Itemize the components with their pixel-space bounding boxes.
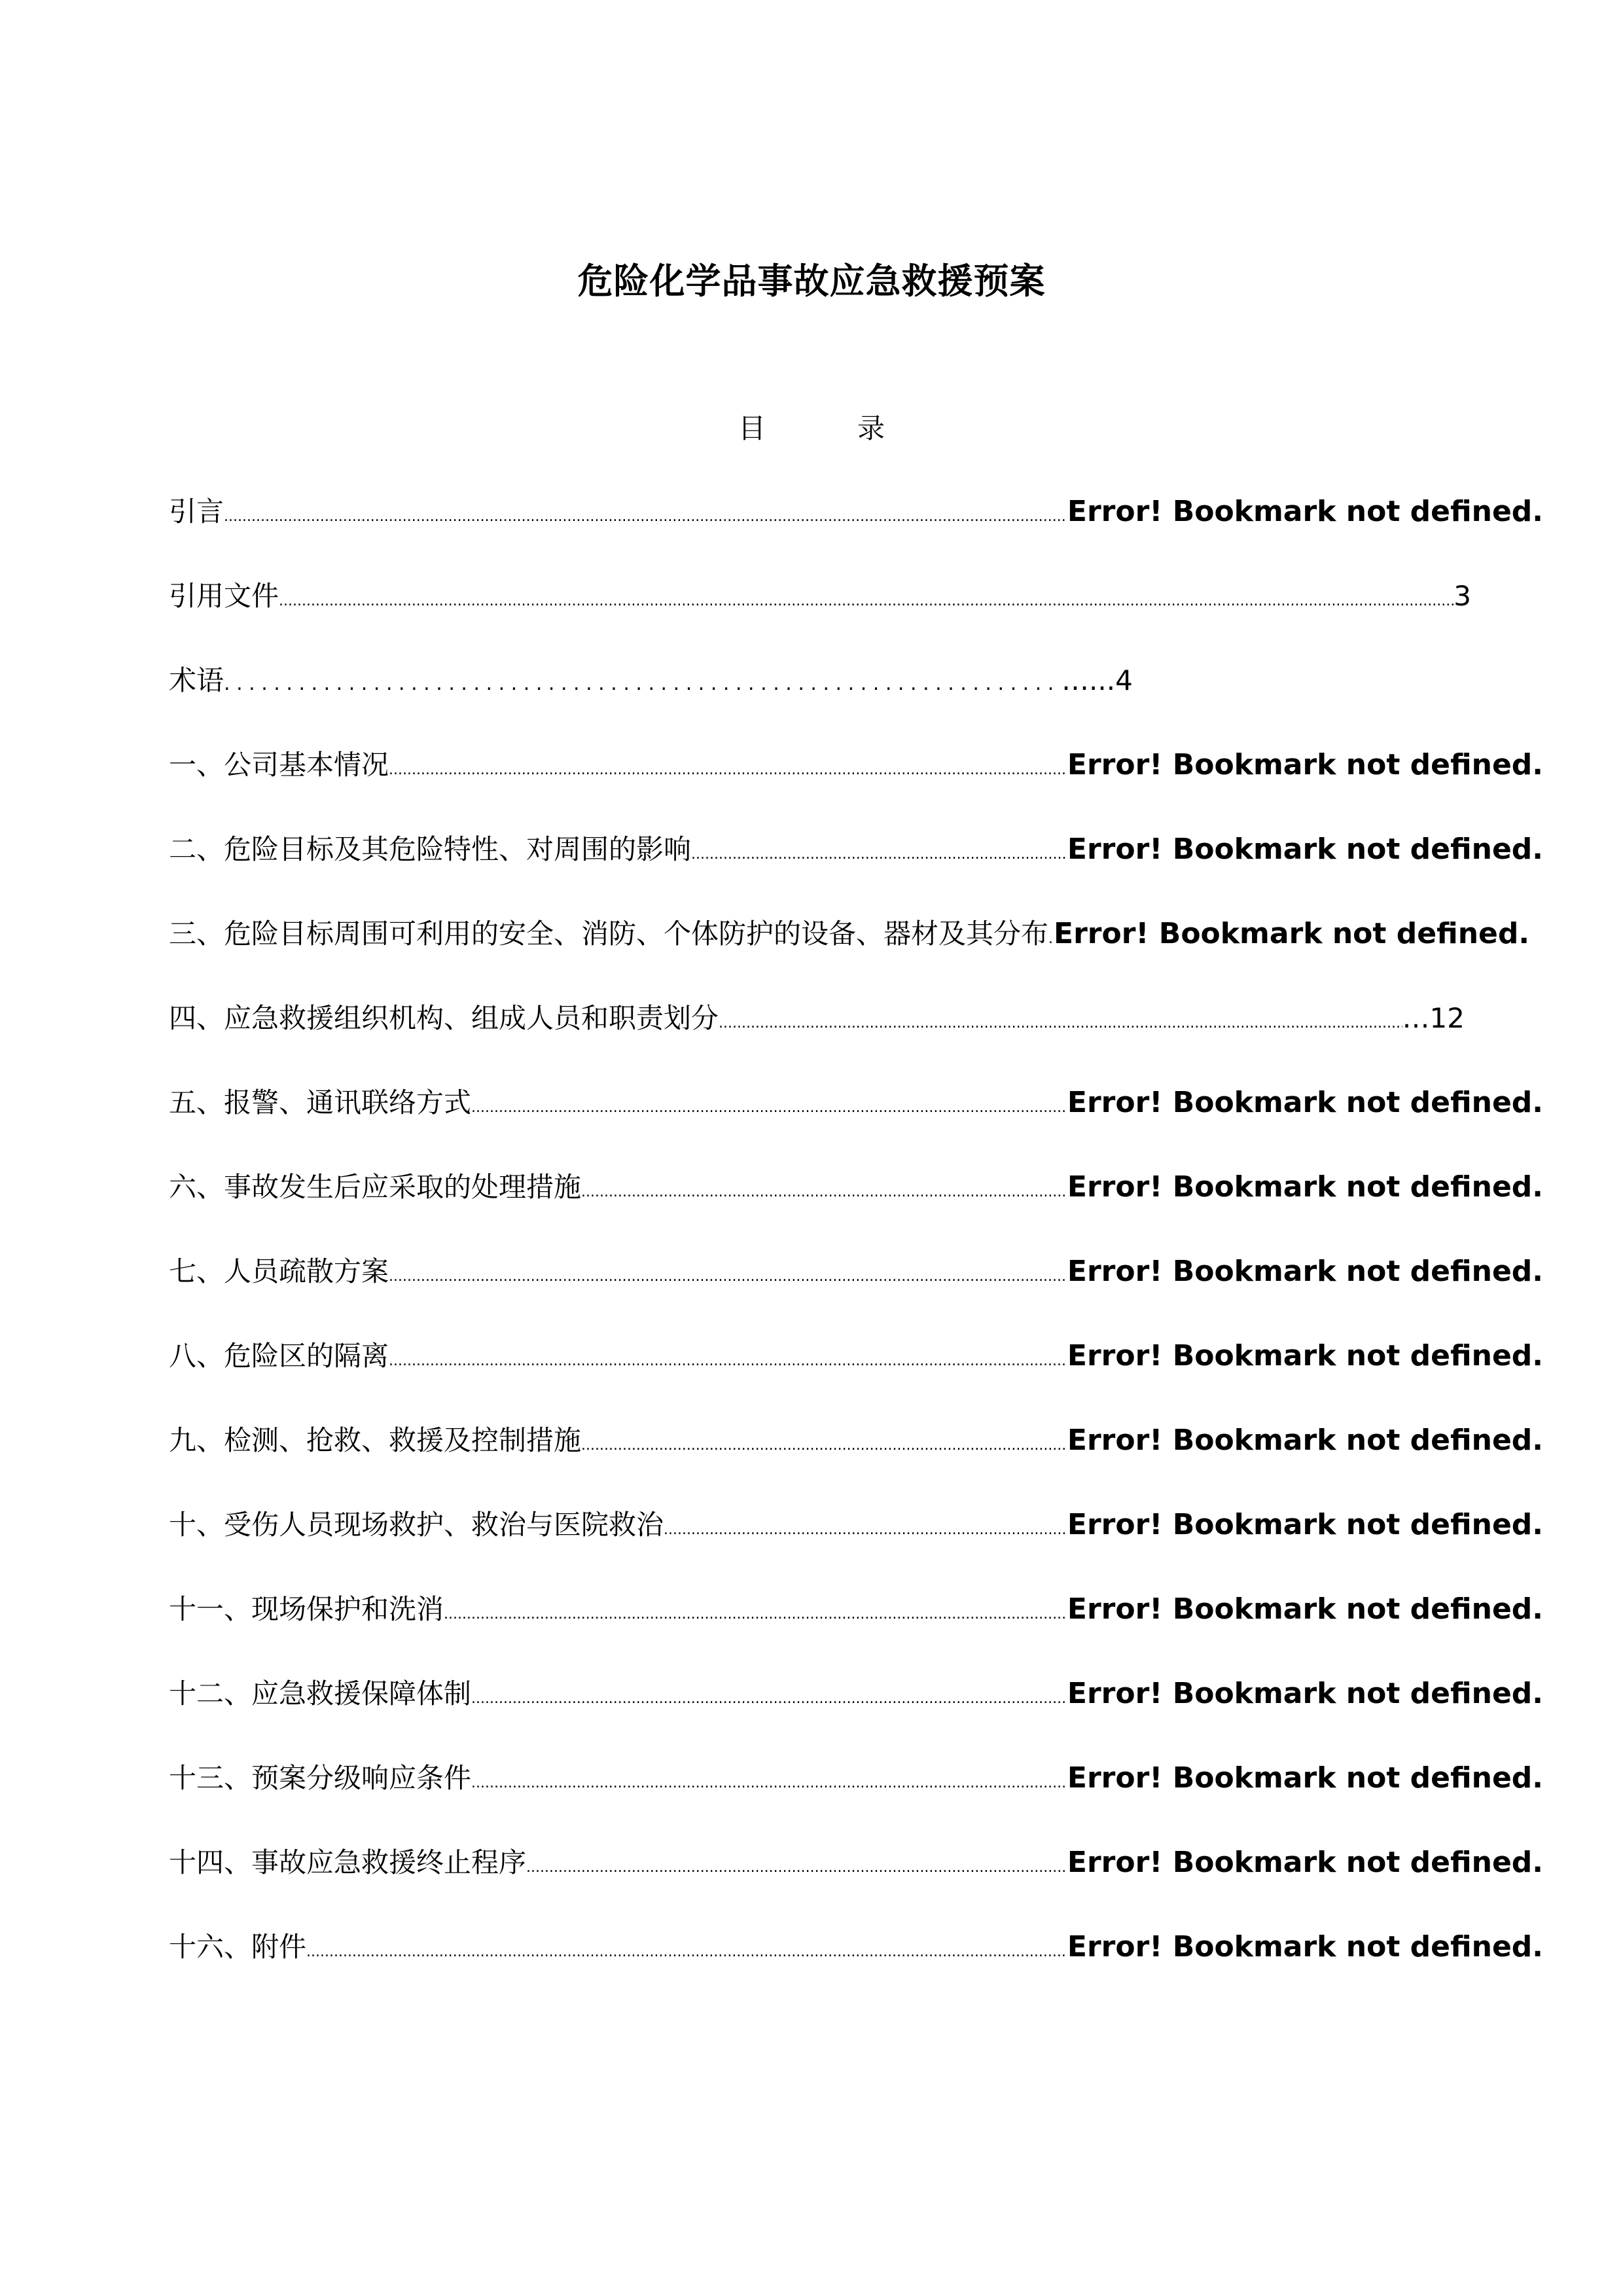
toc-entry-page: Error! Bookmark not defined. — [1067, 1761, 1543, 1795]
toc-entry-response-levels[interactable] — [169, 1755, 1543, 1839]
toc-entry-label: 七、人员疏散方案 — [169, 1255, 389, 1287]
toc-leader-dots — [581, 1169, 1067, 1216]
toc-entry-page: Error! Bookmark not defined. — [1067, 1930, 1543, 1964]
toc-leader-dots — [444, 1591, 1067, 1638]
toc-entry-page: Error! Bookmark not defined. — [1067, 1508, 1543, 1541]
toc-heading-char-2: 录 — [857, 412, 885, 444]
toc-entry-references[interactable] — [169, 573, 1543, 657]
toc-entry-label: 三、危险目标周围可利用的安全、消防、个体防护的设备、器材及其分布 — [169, 918, 1049, 950]
toc-leader-dots — [389, 747, 1067, 794]
toc-leader-dots — [471, 1676, 1067, 1723]
toc-leader-dots — [471, 1085, 1067, 1132]
toc-leader-dots — [1048, 916, 1054, 963]
toc-entry-label: 十二、应急救援保障体制 — [169, 1677, 472, 1710]
table-of-contents — [169, 488, 1543, 2008]
toc-entry-label: 八、危险区的隔离 — [169, 1340, 389, 1372]
toc-entry-page: Error! Bookmark not defined. — [1067, 1592, 1543, 1626]
toc-entry-page: Error! Bookmark not defined. — [1067, 1677, 1543, 1710]
toc-entry-label: 十四、事故应急救援终止程序 — [169, 1846, 527, 1878]
toc-leader-dots — [224, 660, 1061, 709]
toc-entry-safety-equipment[interactable] — [169, 910, 1543, 995]
toc-entry-page: Error! Bookmark not defined. — [1067, 1086, 1543, 1119]
toc-leader-dots — [389, 1338, 1067, 1385]
toc-leader-dots — [526, 1844, 1067, 1892]
toc-entry-page: Error! Bookmark not defined. — [1067, 495, 1543, 528]
toc-entry-page: Error! Bookmark not defined. — [1054, 917, 1530, 950]
toc-entry-label: 一、公司基本情况 — [169, 749, 389, 781]
toc-entry-label: 九、检测、抢救、救援及控制措施 — [169, 1424, 582, 1456]
toc-leader-dots — [471, 1760, 1067, 1807]
toc-entry-label: 十一、现场保护和洗消 — [169, 1593, 444, 1625]
toc-entry-page: Error! Bookmark not defined. — [1067, 833, 1543, 866]
toc-entry-label: 术语 — [169, 664, 224, 696]
toc-entry-label: 六、事故发生后应采取的处理措施 — [169, 1171, 582, 1203]
toc-entry-label: 十六、附件 — [169, 1931, 307, 1963]
toc-entry-organization[interactable] — [169, 995, 1543, 1079]
toc-entry-terms[interactable] — [169, 657, 1543, 742]
toc-entry-page: Error! Bookmark not defined. — [1067, 1255, 1543, 1288]
toc-entry-introduction[interactable] — [169, 488, 1543, 573]
toc-entry-isolation[interactable] — [169, 1333, 1543, 1417]
toc-leader-dots — [691, 831, 1067, 878]
toc-entry-support-system[interactable] — [169, 1670, 1543, 1755]
toc-entry-response-measures[interactable] — [169, 1164, 1543, 1248]
toc-entry-page: Error! Bookmark not defined. — [1067, 1846, 1543, 1879]
toc-entry-page: Error! Bookmark not defined. — [1067, 748, 1543, 781]
toc-entry-site-decontamination[interactable] — [169, 1586, 1543, 1670]
toc-entry-label: 二、危险目标及其危险特性、对周围的影响 — [169, 833, 692, 865]
toc-entry-label: 引用文件 — [169, 580, 279, 612]
toc-entry-company-overview[interactable] — [169, 742, 1543, 826]
toc-heading-char-1: 目 — [738, 412, 766, 444]
toc-leader-dots — [224, 493, 1067, 541]
toc-entry-label: 十、受伤人员现场救护、救治与医院救治 — [169, 1509, 664, 1541]
toc-entry-page: …12 — [1402, 1002, 1465, 1034]
toc-entry-page: Error! Bookmark not defined. — [1067, 1424, 1543, 1457]
toc-entry-page: …...4 — [1061, 664, 1133, 696]
toc-entry-evacuation[interactable] — [169, 1248, 1543, 1333]
toc-entry-page: 3 — [1454, 580, 1471, 612]
toc-leader-dots — [719, 1000, 1402, 1047]
toc-entry-alarm-communication[interactable] — [169, 1079, 1543, 1164]
toc-entry-label: 引言 — [169, 495, 224, 528]
toc-leader-dots — [389, 1253, 1067, 1300]
toc-entry-detection-rescue[interactable] — [169, 1417, 1543, 1501]
toc-entry-label: 四、应急救援组织机构、组成人员和职责划分 — [169, 1002, 719, 1034]
toc-leader-dots — [279, 578, 1454, 625]
toc-entry-termination[interactable] — [169, 1839, 1543, 1924]
toc-entry-label: 十三、预案分级响应条件 — [169, 1762, 472, 1794]
toc-entry-appendix[interactable] — [169, 1924, 1543, 2008]
toc-entry-page: Error! Bookmark not defined. — [1067, 1170, 1543, 1204]
toc-heading — [0, 406, 1623, 452]
toc-leader-dots — [581, 1422, 1067, 1469]
toc-entry-page: Error! Bookmark not defined. — [1067, 1339, 1543, 1372]
toc-entry-hazard-targets[interactable] — [169, 826, 1543, 910]
toc-leader-dots — [664, 1507, 1067, 1554]
toc-entry-medical-aid[interactable] — [169, 1501, 1543, 1586]
toc-entry-label: 五、报警、通讯联络方式 — [169, 1086, 472, 1119]
toc-leader-dots — [306, 1929, 1067, 1976]
page-title: 危险化学品事故应急救援预案 — [577, 260, 1046, 302]
